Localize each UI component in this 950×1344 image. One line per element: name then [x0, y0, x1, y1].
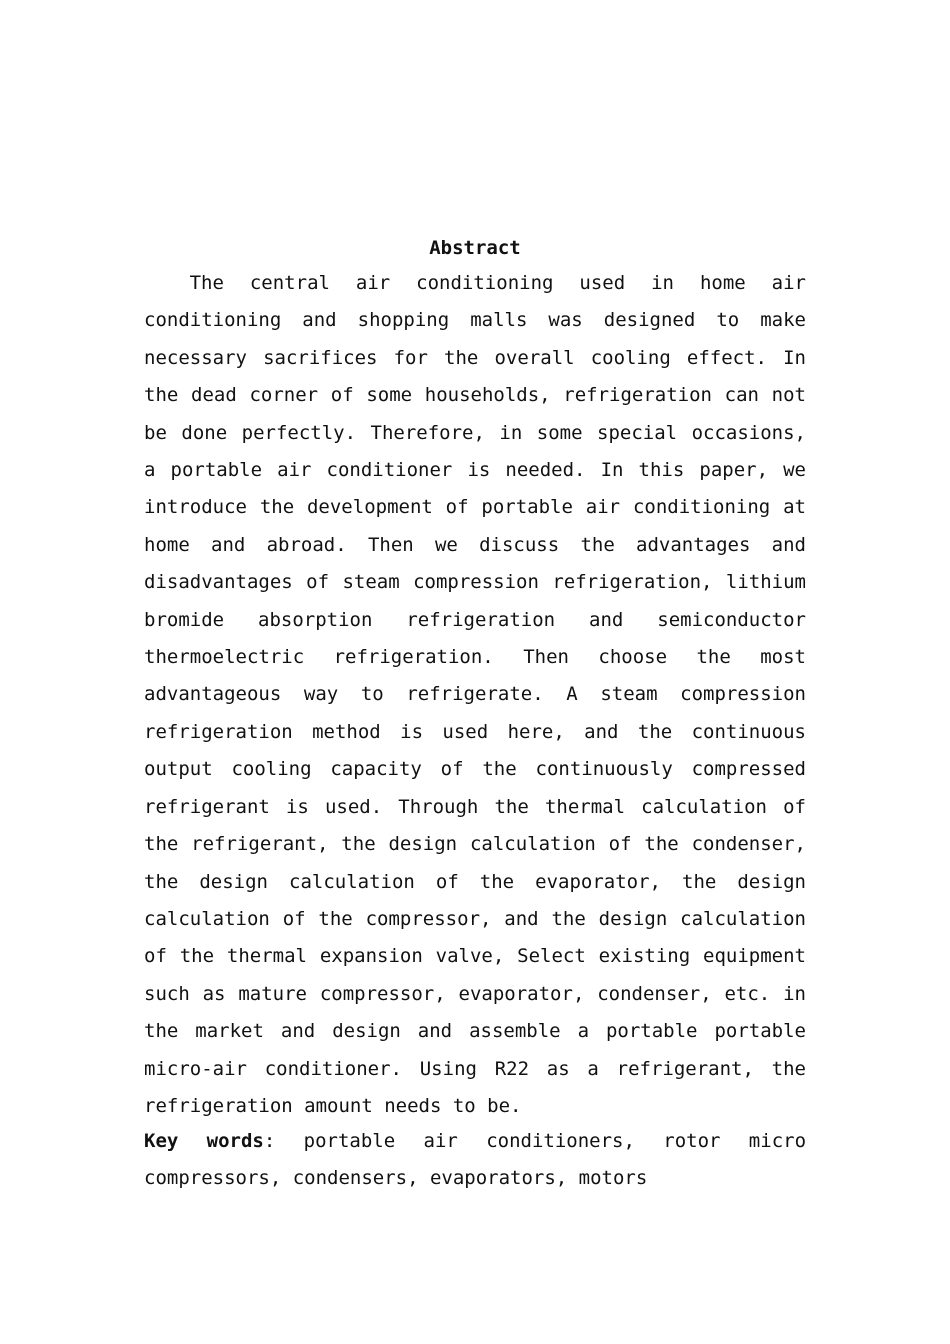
keywords-text: portable air conditioners, rotor micro compressors, condensers, evaporators, motors	[144, 1130, 807, 1190]
abstract-body: The central air conditioning used in home air conditioning and shopping malls was designed to make necessary sacrifices for the overall cooling effect. In the dead corner of some households, refrigeration can not be done perfectly. Therefore, in some special occasions, a portable air conditioner is needed. In this paper, we introduce the development of portable air conditioning at home and abroad. Then we discuss the advantages and disadvantages of steam compression refrigeration, lithium bromide absorption refrigeration and semiconductor thermoelectric refrigeration. Then choose the most advantageous way to refrigerate. A steam compression refrigeration method is used here, and the continuous output cooling capacity of the continuously compressed refrigerant is used. Through the thermal calculation of the refrigerant, the design calculation of the condenser, the design calculation of the evaporator, the design calculation of the compressor, and the design calculation of the thermal expansion valve, Select existing equipment such as mature compressor, evaporator, condenser, etc. in the market and design and assemble a portable portable micro-air conditioner. Using R22 as a refrigerant, the refrigeration amount needs to be.	[144, 272, 806, 1117]
keywords-label: Key words	[144, 1130, 264, 1152]
abstract-title: Abstract	[429, 237, 521, 259]
keywords-line	[144, 1123, 806, 1198]
keywords-separator: :	[263, 1130, 276, 1152]
